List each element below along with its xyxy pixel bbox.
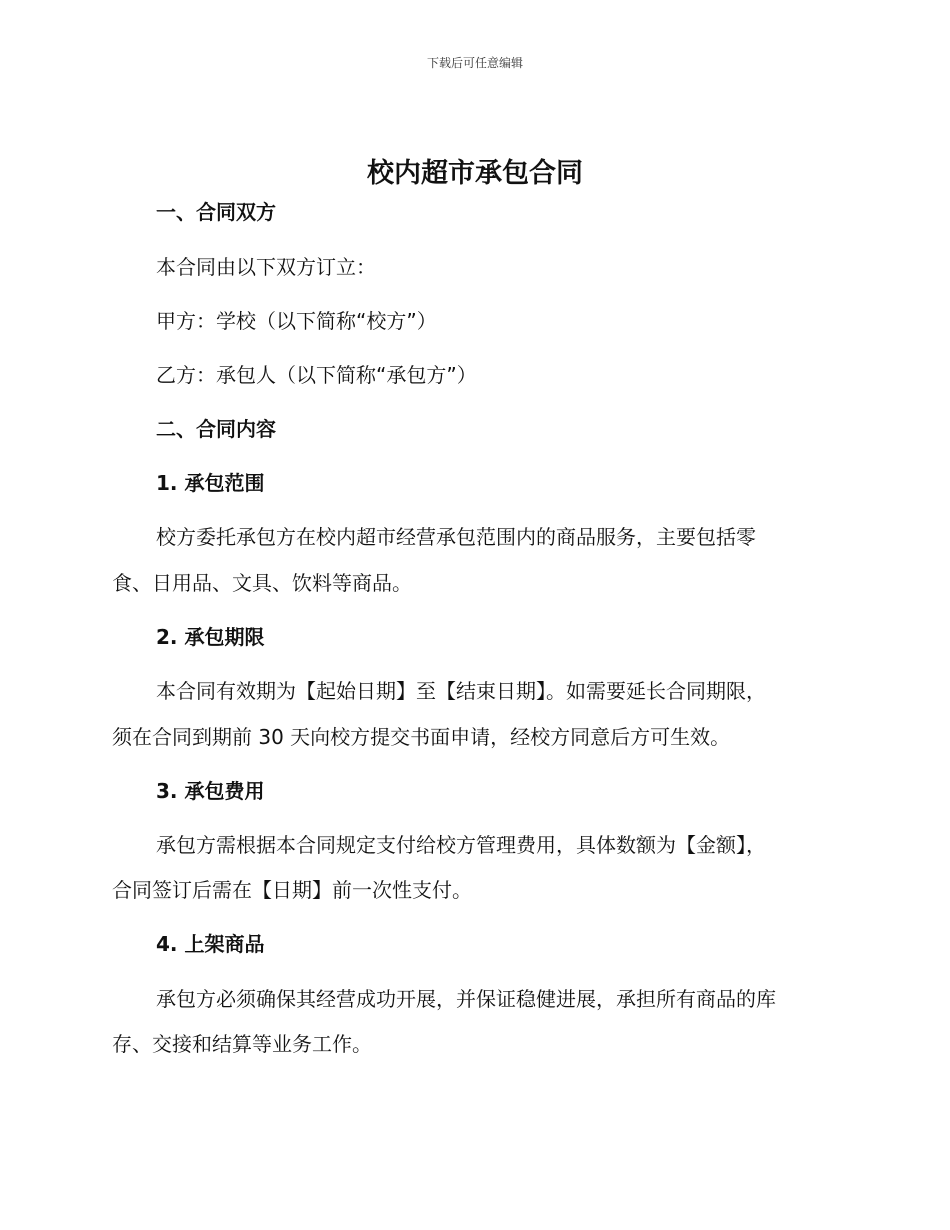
- section1-intro: 本合同由以下双方订立：: [156, 255, 376, 279]
- party-a: 甲方：学校（以下简称“校方”）: [156, 309, 437, 333]
- item1-heading: 1. 承包范围: [156, 471, 265, 495]
- item2-text-line1: 本合同有效期为【起始日期】至【结束日期】。如需要延长合同期限，: [156, 679, 766, 703]
- item4-text-line1: 承包方必须确保其经营成功开展，并保证稳健进展，承担所有商品的库: [156, 987, 776, 1011]
- item3-heading: 3. 承包费用: [156, 779, 265, 803]
- item1-text-line2: 食、日用品、文具、饮料等商品。: [112, 571, 412, 595]
- party-b: 乙方：承包人（以下简称“承包方”）: [156, 363, 477, 387]
- item3-text-line1: 承包方需根据本合同规定支付给校方管理费用，具体数额为【金额】，: [156, 833, 766, 857]
- item3-text-line2: 合同签订后需在【日期】前一次性支付。: [112, 878, 472, 902]
- item4-heading: 4. 上架商品: [156, 932, 265, 956]
- item4-text-line2: 存、交接和结算等业务工作。: [112, 1032, 372, 1056]
- document-title: 校内超市承包合同: [367, 158, 583, 189]
- item2-heading: 2. 承包期限: [156, 625, 265, 649]
- item1-text-line1: 校方委托承包方在校内超市经营承包范围内的商品服务，主要包括零: [156, 525, 756, 549]
- section2-heading: 二、合同内容: [156, 417, 276, 441]
- section1-heading: 一、合同双方: [156, 200, 276, 224]
- item2-text-line2: 须在合同到期前 30 天向校方提交书面申请，经校方同意后方可生效。: [112, 725, 731, 749]
- header-note: 下载后可任意编辑: [426, 56, 523, 70]
